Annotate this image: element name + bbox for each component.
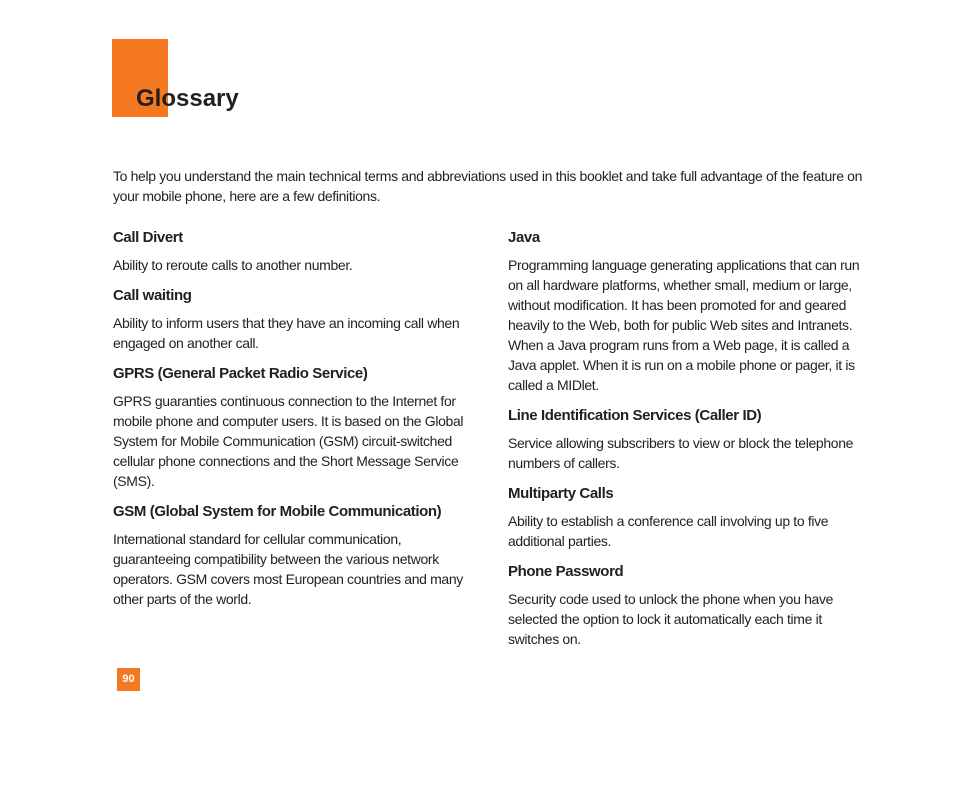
- glossary-entry: [113, 228, 469, 275]
- glossary-entry: [113, 364, 469, 491]
- page-number-badge: 90: [117, 668, 140, 691]
- glossary-definition: Service allowing subscribers to view or block the telephone numbers of callers.: [508, 435, 854, 471]
- page-title: Glossary: [136, 85, 239, 112]
- glossary-term: Java: [508, 229, 540, 246]
- glossary-term: GPRS (General Packet Radio Service): [113, 365, 368, 382]
- glossary-entry: [113, 286, 469, 353]
- intro-paragraph: To help you understand the main technical terms and abbreviations used in this booklet and take full advantage of the feature on your mobile phone, here are a few definitions.: [113, 168, 863, 204]
- glossary-definition: GPRS guaranties continuous connection to the Internet for mobile phone and computer users. It is based on the Global System for Mobile Communication (GSM) circuit-switched cellular phone connections and the Short Message Service (SMS).: [113, 393, 464, 489]
- glossary-column-left: [113, 228, 469, 620]
- glossary-definition: Ability to reroute calls to another number.: [113, 257, 353, 273]
- glossary-entry: [508, 228, 864, 395]
- glossary-term: Phone Password: [508, 563, 624, 580]
- glossary-entry: [508, 406, 864, 473]
- glossary-definition: Ability to inform users that they have an incoming call when engaged on another call.: [113, 315, 460, 351]
- glossary-definition: International standard for cellular communication, guaranteeing compatibility between the various network operators. GSM covers most European countries and many other parts of the world.: [113, 531, 463, 607]
- glossary-definition: Programming language generating applications that can run on all hardware platforms, whether small, medium or large, without modification. It has been promoted for and geared heavily to the Web, both for public Web sites and Intranets. When a Java program runs from a Web page, it is called a Java applet. When it is run on a mobile phone or pager, it is called a MIDlet.: [508, 257, 860, 393]
- glossary-entry: [508, 484, 864, 551]
- glossary-term: Multiparty Calls: [508, 485, 614, 502]
- glossary-definition: Ability to establish a conference call involving up to five additional parties.: [508, 513, 829, 549]
- glossary-definition: Security code used to unlock the phone when you have selected the option to lock it automatically each time it switches on.: [508, 591, 834, 647]
- glossary-column-right: [508, 228, 864, 660]
- glossary-entry: [113, 502, 469, 609]
- glossary-term: Call waiting: [113, 287, 192, 304]
- glossary-term: GSM (Global System for Mobile Communication): [113, 503, 442, 520]
- glossary-term: Line Identification Services (Caller ID): [508, 407, 762, 424]
- glossary-term: Call Divert: [113, 229, 183, 246]
- glossary-entry: [508, 562, 864, 649]
